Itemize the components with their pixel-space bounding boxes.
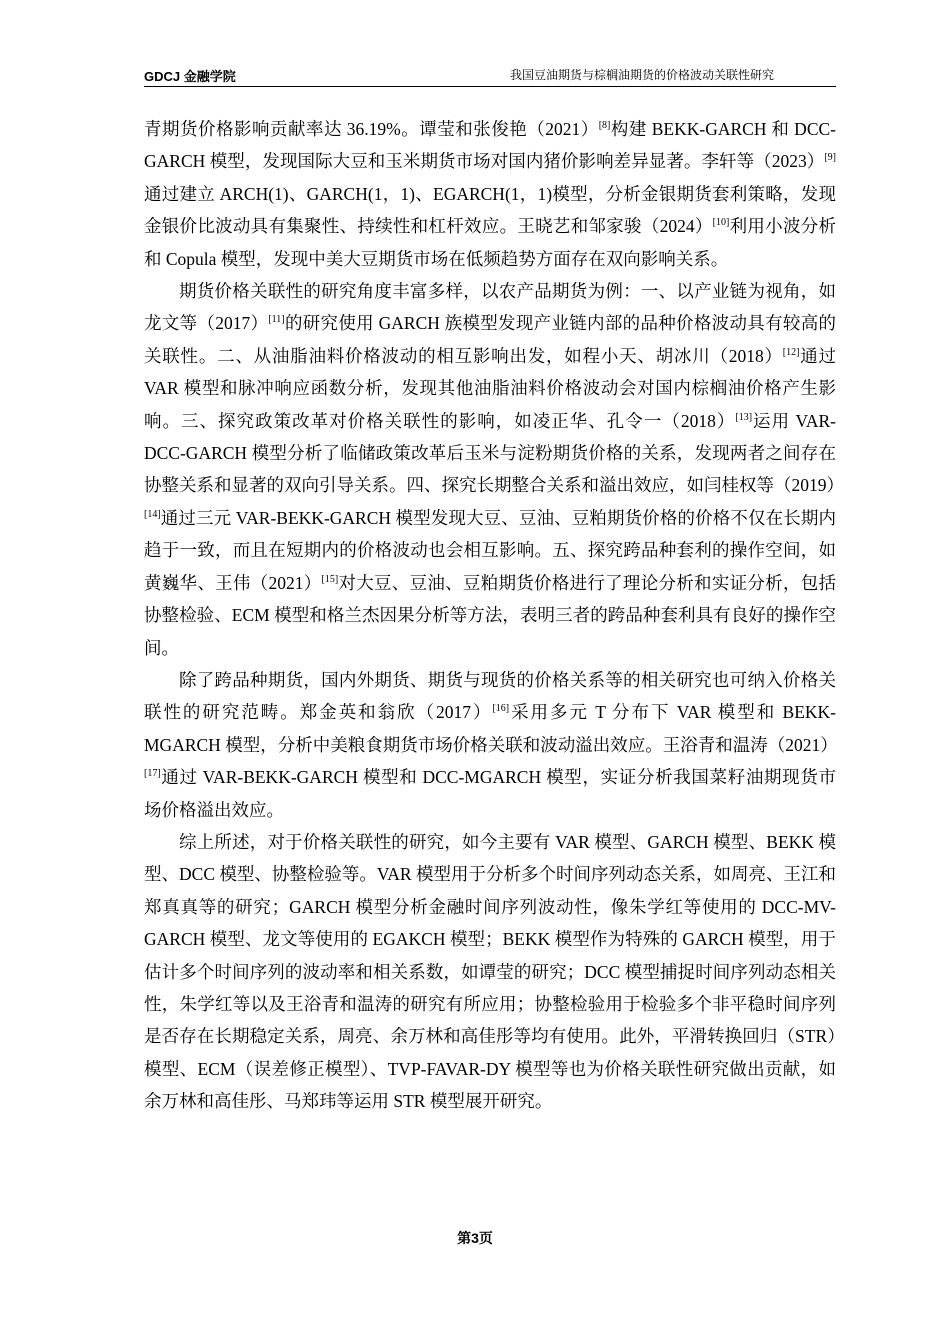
page-number: 第3页 <box>457 1230 493 1246</box>
citation-ref: [8] <box>598 120 611 132</box>
paragraph-4: 综上所述，对于价格关联性的研究，如今主要有 VAR 模型、GARCH 模型、BEKK 模型、DCC 模型、协整检验等。VAR 模型用于分析多个时间序列动态关系，如周亮、王江和郑真真等的研究；GARCH 模型分析金融时间序列波动性，像朱学红等使用的 DCC-MV-GARCH 模型、龙文等使用的 EGAKCH 模型；BEKK 模型作为特殊的 GARCH 模型，用于估计多个时间序列的波动率和相关系数，如谭莹的研究；DCC 模型捕捉时间序列动态相关性，朱学红等以及王浴青和温涛的研究有所应用；协整检验用于检验多个非平稳时间序列是否存在长期稳定关系，周亮、余万林和高佳彤等均有使用。此外，平滑转换回归（STR）模型、ECM（误差修正模型）、TVP-FAVAR-DY 模型等也为价格关联性研究做出贡献，如余万林和高佳彤、马郑玮等运用 STR 模型展开研究。 <box>144 831 836 1112</box>
page-header <box>144 65 836 87</box>
body-text <box>144 113 844 1118</box>
header-paper-title: 我国豆油期货与棕榈油期货的价格波动关联性研究 <box>509 68 774 82</box>
citation-ref: [11] <box>268 314 285 326</box>
citation-ref: [12] <box>782 347 800 359</box>
paragraph-3: 除了跨品种期货，国内外期货、期货与现货的价格关系等的相关研究也可纳入价格关联性的研究范畴。郑金英和翁欣（2017）[16]采用多元 T 分布下 VAR 模型和 BEKK-MGARCH 模型，分析中美粮食期货市场价格关联和波动溢出效应。王浴青和温涛（2021）[17]通过 VAR-BEKK-GARCH 模型和 DCC-MGARCH 模型，实证分析我国菜籽油期现货市场价格溢出效应。 <box>144 669 838 820</box>
citation-ref: [9] <box>824 152 836 164</box>
citation-ref: [16] <box>492 703 510 715</box>
paragraph-1: 青期货价格影响贡献率达 36.19%。谭莹和张俊艳（2021）[8]构建 BEKK-GARCH 和 DCC-GARCH 模型，发现国际大豆和玉米期货市场对国内猪价影响差异显著。李轩等（2023）[9]通过建立 ARCH(1)、GARCH(1，1)、EGARCH(1，1)模型，分析金银期货套利策略，发现金银价比波动具有集聚性、持续性和杠杆效应。王晓艺和邹家骏（2024）[10]利用小波分析和 Copula 模型，发现中美大豆期货市场在低频趋势方面存在双向影响关系。 <box>144 119 837 269</box>
citation-ref: [13] <box>735 411 753 423</box>
citation-ref: [15] <box>321 573 339 585</box>
citation-ref: [17] <box>144 768 161 780</box>
header-institution: GDCJ 金融学院 <box>144 69 236 84</box>
citation-ref: [14] <box>144 509 161 521</box>
citation-ref: [10] <box>712 217 730 229</box>
paragraph-2: 期货价格关联性的研究角度丰富多样，以农产品期货为例：一、以产业链为视角，如龙文等（2017）[11]的研究使用 GARCH 族模型发现产业链内部的品种价格波动具有较高的关联性。二、从油脂油料价格波动的相互影响出发，如程小天、胡冰川（2018）[12]通过 VAR 模型和脉冲响应函数分析，发现其他油脂油料价格波动会对国内棕榈油价格产生影响。三、探究政策改革对价格关联性的影响，如凌正华、孔令一（2018）[13]运用 VAR-DCC-GARCH 模型分析了临储政策改革后玉米与淀粉期货价格的关系，发现两者之间存在协整关系和显著的双向引导关系。四、探究长期整合关系和溢出效应，如闫桂权等（2019）[14]通过三元 VAR-BEKK-GARCH 模型发现大豆、豆油、豆粕期货价格的价格不仅在长期内趋于一致，而且在短期内的价格波动也会相互影响。五、探究跨品种套利的操作空间，如黄巍华、王伟（2021）[15]对大豆、豆油、豆粕期货价格进行了理论分析和实证分析，包括协整检验、ECM 模型和格兰杰因果分析等方法，表明三者的跨品种套利具有良好的操作空间。 <box>144 281 844 658</box>
